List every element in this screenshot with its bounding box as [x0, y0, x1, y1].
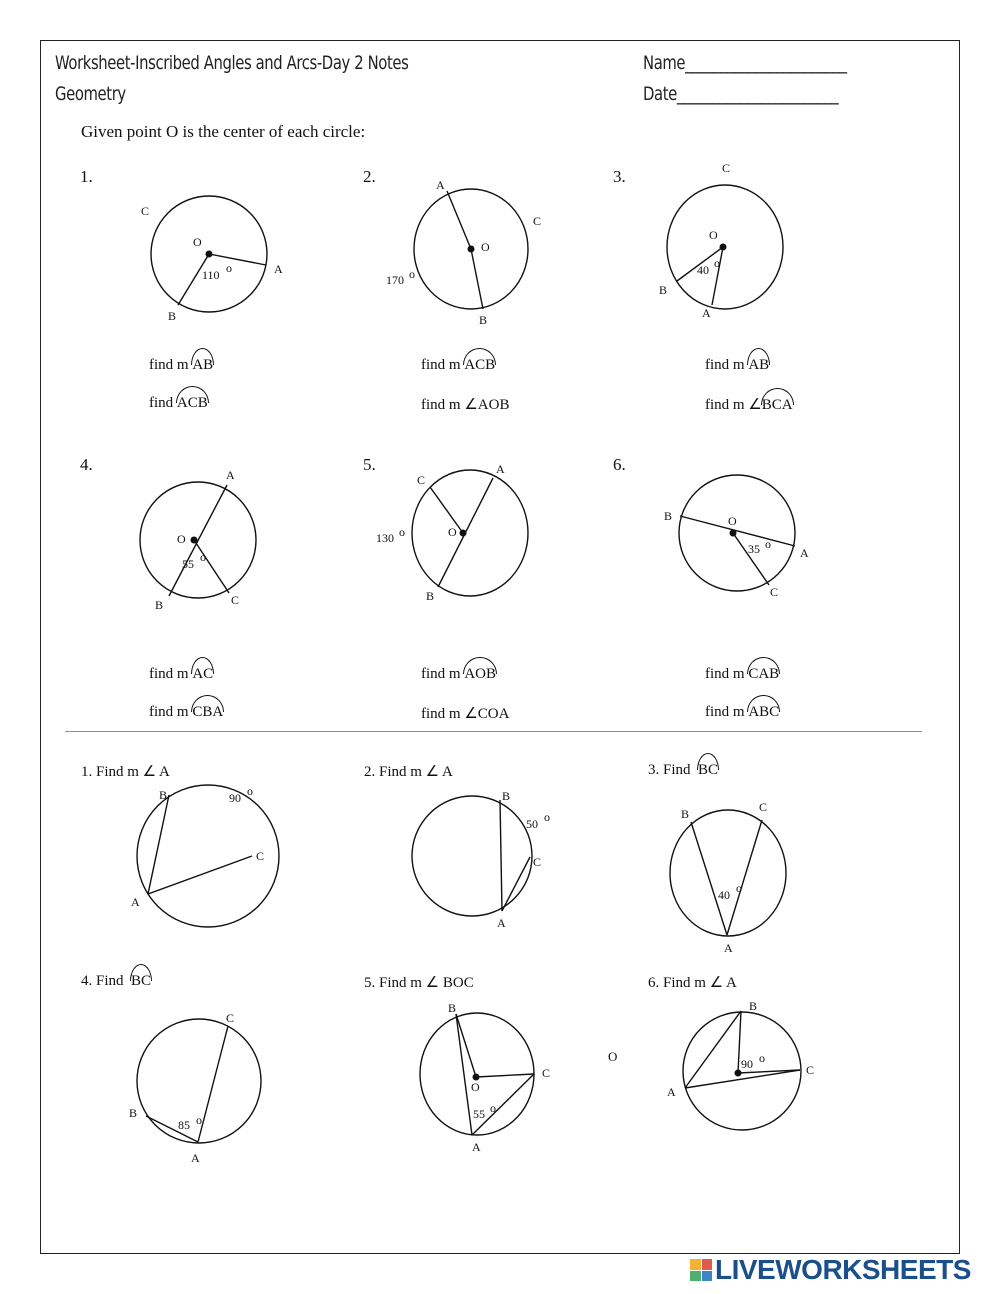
point-label: B — [129, 1106, 138, 1120]
degree-mark: o — [247, 784, 253, 798]
point-label: O — [481, 240, 490, 254]
degree-mark: o — [196, 1113, 202, 1127]
angle-label: 170 — [386, 273, 404, 287]
point-label: C — [770, 585, 779, 599]
arc-label: AOB — [464, 666, 497, 682]
point-label: C — [231, 593, 240, 607]
point-label: B — [659, 283, 668, 297]
circle-diagram-p2-2 — [412, 789, 550, 930]
degree-mark: o — [200, 550, 206, 564]
problem-label: 6. Find m ∠ A — [648, 975, 737, 991]
point-label: B — [681, 807, 690, 821]
circle-diagram-p2-5 — [420, 1001, 550, 1154]
circle-diagram-p2-3 — [670, 800, 786, 955]
question: find m ACB — [421, 357, 496, 373]
circle-diagram-3 — [659, 161, 783, 320]
degree-mark: o — [409, 267, 415, 281]
point-label: C — [542, 1066, 551, 1080]
point-label: C — [533, 214, 542, 228]
degree-mark: o — [490, 1101, 496, 1115]
point-label: B — [168, 309, 177, 323]
arc-label: AB — [748, 357, 770, 373]
point-label: B — [448, 1001, 457, 1015]
stray-label: O — [608, 1049, 618, 1064]
angle-label: 40 — [718, 888, 730, 902]
question: find m ∠AOB — [421, 397, 510, 413]
point-label: O — [193, 235, 202, 249]
point-label: A — [191, 1151, 200, 1165]
brand-logo-icon — [690, 1259, 712, 1281]
angle-label: 35 — [748, 542, 760, 556]
angle-label: 55 — [182, 557, 194, 571]
point-label: B — [159, 788, 168, 802]
circle-diagram-5 — [376, 462, 528, 603]
point-label: A — [472, 1140, 481, 1154]
arc-label: ACB — [176, 395, 208, 411]
question: find m AB — [149, 357, 214, 373]
point-label: O — [471, 1080, 480, 1094]
arc-label: ABC — [748, 704, 780, 720]
degree-mark: o — [765, 537, 771, 551]
degree-mark: o — [226, 261, 232, 275]
point-label: A — [667, 1085, 676, 1099]
problem-number: 2. — [363, 167, 376, 186]
problem-number: 3. — [613, 167, 626, 186]
problem-label: 4. Find BC — [81, 973, 152, 989]
point-label: A — [702, 306, 711, 320]
point-label: B — [749, 999, 758, 1013]
circle-diagram-2 — [386, 178, 541, 327]
problem-number: 4. — [80, 455, 93, 474]
question: find m ABC — [705, 704, 780, 720]
problem-number: 5. — [363, 455, 376, 474]
question: find m AB — [705, 357, 770, 373]
arc-label: BC — [698, 762, 719, 778]
angle-label: 90 — [229, 791, 241, 805]
point-label: C — [533, 855, 542, 869]
point-label: B — [479, 313, 488, 327]
question: find m AOB — [421, 666, 497, 682]
point-label: B — [155, 598, 164, 612]
brand-footer[interactable] — [690, 1255, 971, 1285]
instructions: Given point O is the center of each circle: — [81, 122, 366, 141]
angle-label: 50 — [526, 817, 538, 831]
subject-label: Geometry — [55, 83, 126, 105]
point-label: C — [759, 800, 768, 814]
problem-label: 2. Find m ∠ A — [364, 764, 453, 780]
degree-mark: o — [759, 1051, 765, 1065]
brand-name: LIVEWORKSHEETS — [715, 1254, 971, 1285]
arc-label: CBA — [192, 704, 224, 720]
problem-label: 1. Find m ∠ A — [81, 764, 170, 780]
degree-mark: o — [544, 810, 550, 824]
degree-mark: o — [736, 881, 742, 895]
point-label: C — [256, 849, 265, 863]
degree-mark: o — [399, 525, 405, 539]
question: find m ∠COA — [421, 706, 510, 722]
date-field[interactable]: Date_______________________ — [643, 83, 839, 105]
circle-diagram-1 — [141, 196, 283, 323]
angle-label: 40 — [697, 263, 709, 277]
point-label: C — [141, 204, 150, 218]
point-label: A — [436, 178, 445, 192]
name-field[interactable]: Name_______________________ — [643, 52, 847, 74]
arc-label: BC — [131, 973, 152, 989]
point-label: C — [417, 473, 426, 487]
circle-diagram-p2-6 — [667, 999, 814, 1130]
arc-label: BCA — [761, 397, 793, 413]
angle-label: 110 — [202, 268, 220, 282]
point-label: A — [724, 941, 733, 955]
arc-label: CAB — [748, 666, 780, 682]
point-label: C — [722, 161, 731, 175]
circle-diagram-4 — [140, 468, 256, 612]
point-label: B — [502, 789, 511, 803]
circle-diagram-p2-1 — [131, 784, 279, 927]
problem-number: 6. — [613, 455, 626, 474]
question: find m AC — [149, 666, 214, 682]
question: find m ∠BCA — [705, 397, 793, 413]
circle-diagram-6 — [664, 475, 809, 599]
question: find m CBA — [149, 704, 224, 720]
point-label: B — [664, 509, 673, 523]
angle-label: 130 — [376, 531, 394, 545]
point-label: A — [131, 895, 140, 909]
point-label: O — [709, 228, 718, 242]
arc-label: AB — [192, 357, 214, 373]
point-label: A — [497, 916, 506, 930]
arc-label: ACB — [464, 357, 496, 373]
angle-label: 55 — [473, 1107, 485, 1121]
point-label: A — [226, 468, 235, 482]
point-label: O — [728, 514, 737, 528]
circle-diagram-p2-4 — [129, 1011, 261, 1165]
point-label: O — [448, 525, 457, 539]
arc-label: AC — [192, 666, 214, 682]
point-label: A — [496, 462, 505, 476]
point-label: C — [226, 1011, 235, 1025]
problem-number: 1. — [80, 167, 93, 186]
question: find ACB — [149, 395, 208, 411]
angle-label: 85 — [178, 1118, 190, 1132]
degree-mark: o — [714, 256, 720, 270]
point-label: O — [177, 532, 186, 546]
point-label: A — [800, 546, 809, 560]
point-label: A — [274, 262, 283, 276]
problem-label: 5. Find m ∠ BOC — [364, 975, 474, 991]
problem-label: 3. Find BC — [648, 762, 719, 778]
angle-label: 90 — [741, 1057, 753, 1071]
worksheet-title: Worksheet-Inscribed Angles and Arcs-Day 2 Notes — [55, 52, 409, 74]
point-label: C — [806, 1063, 815, 1077]
question: find m CAB — [705, 666, 780, 682]
point-label: B — [426, 589, 435, 603]
